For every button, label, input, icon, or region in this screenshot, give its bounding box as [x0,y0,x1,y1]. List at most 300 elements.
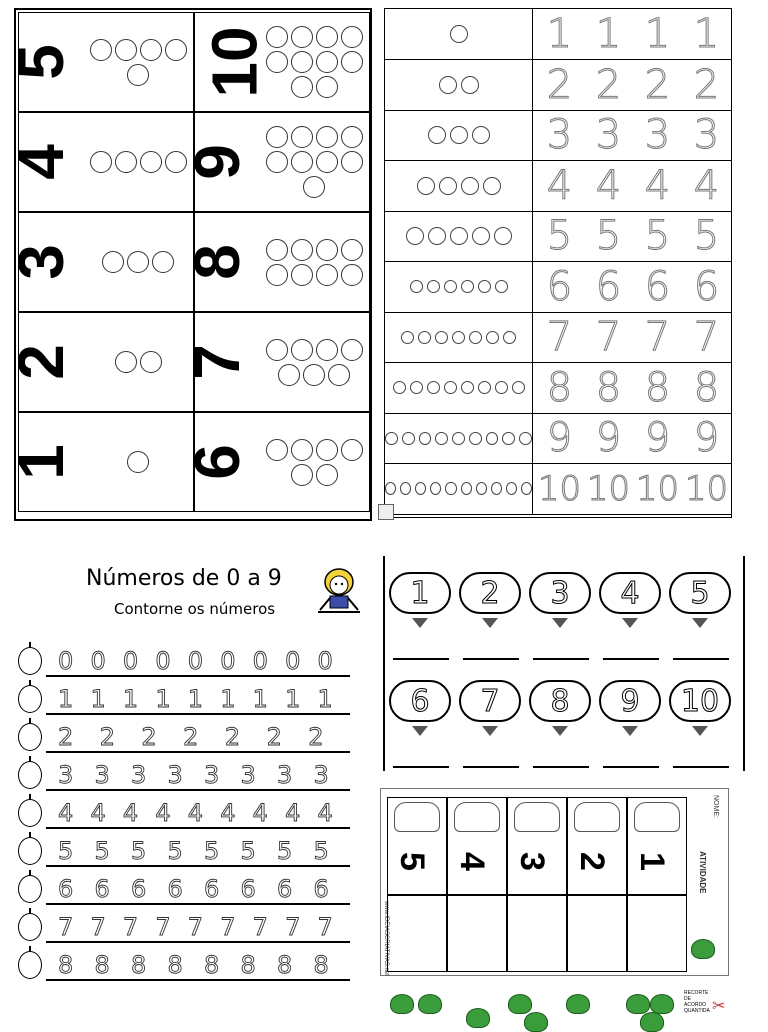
teacup-icon [410,280,423,293]
activity-label: ATIVIDADE [698,851,707,894]
soccer-ball-icon [400,482,411,495]
ladybug-icon [18,761,42,789]
teacup-icon [427,280,440,293]
divider [508,894,566,896]
trace-digit: 8 [644,364,671,411]
trace-digit: 4 [546,162,573,209]
cloud-numbers-sheet [383,556,745,771]
flower-icon [341,51,363,73]
elephant-icon [115,351,137,373]
giraffe-head-icon [266,264,288,286]
soccer-ball-icon [506,482,517,495]
bell-icon [316,439,338,461]
writing-line [46,751,350,753]
trace-digit: 3 [94,761,110,789]
trace-digit: 4 [187,799,204,827]
ladybug-icon [316,339,338,361]
trace-digit: 6 [277,875,293,903]
tracing-row [385,211,731,262]
giraffe-icon [115,39,137,61]
trace-digit: 3 [167,761,183,789]
barrel-icon [152,251,174,273]
numbers-title: Números de 0 a 9 [86,566,282,591]
giraffe-head-icon [291,239,313,261]
trace-digit: 7 [252,913,268,941]
trace-digit: 10 [684,468,729,509]
card-number: 5 [4,44,77,80]
trace-digit: 5 [94,837,110,865]
ladybug-icon [18,799,42,827]
ice-cream-icon [486,331,499,344]
cloud-digit: 9 [620,683,640,719]
trace-digit: 7 [187,913,204,941]
row-pictures [385,413,533,463]
trace-digit: 5 [58,837,74,865]
frog-icon [566,994,590,1014]
trace-digit: 3 [277,761,293,789]
trace-digit: 2 [58,723,74,751]
trace-digit: 0 [187,647,204,675]
soccer-ball-icon [430,482,441,495]
tracing-line-row [14,643,350,679]
card-pictures [265,319,363,405]
answer-line [463,766,519,768]
card-pictures [265,219,363,305]
cloud-digit: 8 [550,683,570,719]
card-pictures [89,319,187,405]
row-digits [535,110,731,160]
trace-digit: 6 [131,875,147,903]
trace-digit: 6 [313,875,329,903]
trace-digit: 2 [266,723,282,751]
trace-digit: 3 [595,112,622,158]
writing-line [46,789,350,791]
ladybug-icon [18,837,42,865]
teacup-icon [444,280,457,293]
site-label: www.IDEIASCRIATIVAS.net [383,901,389,976]
trace-digit: 2 [141,723,157,751]
trace-digit: 7 [285,913,301,941]
giraffe-icon [140,39,162,61]
writing-line [46,865,350,867]
row-pictures [385,211,533,261]
trace-digit: 9 [595,415,622,461]
row-digits [535,161,731,211]
divider [568,894,626,896]
trace-digit: 6 [644,263,671,310]
giraffe-head-icon [316,239,338,261]
flower-icon [450,126,468,144]
flower-icon [419,432,432,445]
trace-digit: 1 [252,685,268,713]
leaf-icon [494,227,512,245]
trace-digit: 4 [90,799,106,827]
trace-digit: 7 [595,314,622,360]
count-card [4,412,194,512]
card-number: 8 [180,244,253,280]
cloud-digit: 3 [550,575,570,611]
count-card [180,412,370,512]
frog-icon [418,994,442,1014]
barrel-icon [127,251,149,273]
leaf-icon [406,227,424,245]
flower-icon [385,432,398,445]
divider [388,894,446,896]
trace-digit: 7 [317,913,333,941]
down-arrow-icon [482,726,498,736]
flower-icon [316,51,338,73]
cloud-digit: 2 [480,575,500,611]
trace-digit: 8 [131,951,147,979]
counting-cards-sheet [4,8,372,521]
finger-column [447,797,507,972]
trace-digit: 6 [240,875,256,903]
star-icon [461,381,474,394]
trace-digit: 8 [204,951,220,979]
row-digits [535,312,731,362]
trace-digit: 0 [220,647,236,675]
card-number: 3 [4,244,77,280]
cloud-digit: 6 [410,683,430,719]
ladybug-icon [18,723,42,751]
down-arrow-icon [622,726,638,736]
trace-digit: 4 [58,799,74,827]
giraffe-head-icon [266,239,288,261]
trace-digit: 3 [58,761,74,789]
row-pictures [385,9,533,59]
answer-line [603,658,659,660]
leaf-icon [450,227,468,245]
flower-icon [291,51,313,73]
cloud-digit: 1 [410,575,430,611]
hand-icon [394,802,440,832]
bell-icon [266,439,288,461]
trace-digit: 7 [122,913,139,941]
trace-digit: 1 [220,685,236,713]
row-digits [535,262,731,312]
cloud-digit: 7 [480,683,500,719]
card-number: 9 [180,144,253,180]
soccer-ball-icon [461,482,472,495]
flower-icon [316,76,338,98]
cloud-digit: 4 [620,575,640,611]
trace-digit: 2 [644,61,671,108]
trace-digit: 10 [635,468,680,509]
cloud-number [459,680,521,722]
trace-digit: 1 [58,685,74,713]
trace-digit: 4 [220,799,236,827]
trace-digit: 4 [285,799,301,827]
tracing-line-row [14,795,350,831]
ice-cream-icon [435,331,448,344]
trace-digit: 1 [187,685,204,713]
trace-digit: 2 [595,61,622,108]
trace-digit: 1 [546,11,573,57]
trace-digit: 2 [99,723,115,751]
apple-icon [439,177,457,195]
card-pictures [265,419,363,505]
trace-digit: 7 [546,314,573,360]
cow-icon [291,126,313,148]
girl-icon [316,566,362,618]
frog-icon [466,1008,490,1028]
sheet-border-right [743,556,745,771]
writing-line [46,941,350,943]
row-digits [535,211,731,261]
row-pictures [385,464,533,514]
divider [628,894,686,896]
trace-digit: 0 [90,647,106,675]
duck-icon [115,151,137,173]
ladybug-icon [341,339,363,361]
writing-line [46,713,350,715]
tracing-row [385,262,731,313]
cow-icon [303,176,325,198]
card-pictures [265,19,363,105]
hand-icon [634,802,680,832]
cloud-digit: 10 [680,683,720,719]
row-pictures [385,161,533,211]
row-digits [535,363,731,413]
card-pictures [265,119,363,205]
count-card [4,312,194,412]
ladybug-icon [18,951,42,979]
duck-icon [140,151,162,173]
hand-number: 5 [392,852,431,871]
hand-number: 4 [452,852,491,871]
ladybug-icon [18,685,42,713]
trace-digit: 9 [693,415,720,461]
trace-digit: 8 [693,364,720,411]
ladybug-icon [328,364,350,386]
trace-digit: 5 [131,837,147,865]
teacup-icon [495,280,508,293]
cloud-number [459,572,521,614]
giraffe-head-icon [316,264,338,286]
down-arrow-icon [692,618,708,628]
trace-digit: 7 [693,314,720,360]
row-digits [535,464,731,514]
cloud-digit: 5 [690,575,710,611]
teacup-icon [461,280,474,293]
flower-icon [519,432,532,445]
down-arrow-icon [482,618,498,628]
trace-digit: 4 [595,162,622,209]
frog-icon [390,994,414,1014]
trace-digit: 8 [94,951,110,979]
flower-icon [291,76,313,98]
answer-line [533,766,589,768]
ladybug-icon [266,339,288,361]
trace-digit: 1 [90,685,106,713]
soccer-ball-icon [385,482,396,495]
ladybug-icon [18,913,42,941]
bird-icon [127,451,149,473]
answer-line [533,658,589,660]
ice-cream-icon [469,331,482,344]
card-pictures [89,419,187,505]
cow-icon [291,151,313,173]
flower-icon [486,432,499,445]
trace-digit: 4 [122,799,139,827]
cloud-number [389,572,451,614]
frog-icon [691,939,715,959]
elephant-icon [140,351,162,373]
star-icon [495,381,508,394]
umbrella-icon [461,76,479,94]
tracing-row [385,413,731,464]
soccer-ball-icon [415,482,426,495]
trace-digit: 6 [94,875,110,903]
trace-digit: 2 [224,723,241,751]
cow-icon [341,126,363,148]
star-icon [478,381,491,394]
flower-icon [316,26,338,48]
trace-digit: 3 [546,112,573,158]
trace-digit: 3 [693,112,720,158]
flower-icon [341,26,363,48]
trace-digit: 0 [155,647,171,675]
answer-line [463,658,519,660]
tracing-row [385,9,731,60]
row-digits [535,413,731,463]
tracing-line-row [14,681,350,717]
trace-digit: 7 [644,314,671,360]
card-number: 2 [4,344,77,380]
trace-digit: 3 [240,761,256,789]
hand-icon [454,802,500,832]
count-card [4,12,194,112]
finger-column [627,797,687,972]
giraffe-icon [90,39,112,61]
bell-icon [291,439,313,461]
trace-digit: 6 [546,263,573,310]
card-number: 6 [180,444,253,480]
ice-cream-icon [452,331,465,344]
down-arrow-icon [552,726,568,736]
trace-digit: 0 [252,647,268,675]
giraffe-icon [165,39,187,61]
finger-column [387,797,447,972]
cloud-number [529,680,591,722]
flower-icon [266,26,288,48]
cloud-number [669,680,731,722]
duck-icon [90,151,112,173]
cow-icon [316,151,338,173]
trace-digit: 5 [167,837,183,865]
star-icon [512,381,525,394]
down-arrow-icon [412,618,428,628]
tracing-row [385,464,731,515]
trace-digit: 8 [313,951,329,979]
card-number: 4 [4,144,77,180]
ladybug-icon [303,364,325,386]
bell-icon [291,464,313,486]
trace-digit: 1 [595,11,622,57]
numbers-subtitle: Contorne os números [114,600,276,618]
flower-icon [469,432,482,445]
card-pictures [89,19,187,105]
trace-digit: 10 [537,468,582,509]
row-pictures [385,110,533,160]
trace-digit: 1 [155,685,171,713]
finger-column [567,797,627,972]
ladybug-icon [18,875,42,903]
bell-icon [341,439,363,461]
writing-line [46,903,350,905]
flower-icon [402,432,415,445]
trace-digit: 0 [58,647,74,675]
star-icon [427,381,440,394]
trace-digit: 7 [58,913,74,941]
trace-digit: 8 [240,951,256,979]
ladybug-icon [278,364,300,386]
trace-digit: 1 [693,11,720,57]
frog-icon [626,994,650,1014]
flower-icon [435,432,448,445]
count-card [4,212,194,312]
writing-line [46,979,350,981]
barrel-icon [102,251,124,273]
row-pictures [385,312,533,362]
hand-icon [574,802,620,832]
finger-counting-sheet [380,788,729,976]
trace-digit: 6 [167,875,183,903]
trace-digit: 7 [155,913,171,941]
trace-digit: 8 [58,951,74,979]
trace-digit: 2 [183,723,199,751]
cloud-number [529,572,591,614]
trace-digit: 7 [220,913,236,941]
tracing-line-row [14,719,350,755]
apple-icon [417,177,435,195]
sheet-border-left [383,556,385,771]
count-card [180,312,370,412]
writing-line [46,675,350,677]
down-arrow-icon [622,618,638,628]
row-digits [535,60,731,110]
trace-digit: 8 [595,364,622,411]
flower-icon [428,126,446,144]
apple-icon [461,177,479,195]
writing-line [46,827,350,829]
cow-icon [341,151,363,173]
tracing-rows-sheet [384,8,732,518]
cut-label: RECORTE DE ACORDO QUANTIDA [684,990,710,1014]
trace-digit: 0 [317,647,333,675]
row-pictures [385,363,533,413]
answer-line [603,766,659,768]
ice-cream-icon [401,331,414,344]
trace-digit: 8 [546,364,573,411]
trace-digit: 6 [58,875,74,903]
hand-icon [514,802,560,832]
leaf-icon [428,227,446,245]
count-card [194,12,370,112]
trace-digit: 2 [546,61,573,108]
trace-digit: 4 [693,162,720,209]
star-icon [410,381,423,394]
apple-icon [483,177,501,195]
answer-line [393,658,449,660]
giraffe-head-icon [341,264,363,286]
trace-digit: 2 [308,723,324,751]
trace-digit: 4 [317,799,333,827]
corner-marker-icon [378,504,394,520]
cloud-number [389,680,451,722]
trace-digit: 6 [204,875,220,903]
ladybug-icon [291,339,313,361]
